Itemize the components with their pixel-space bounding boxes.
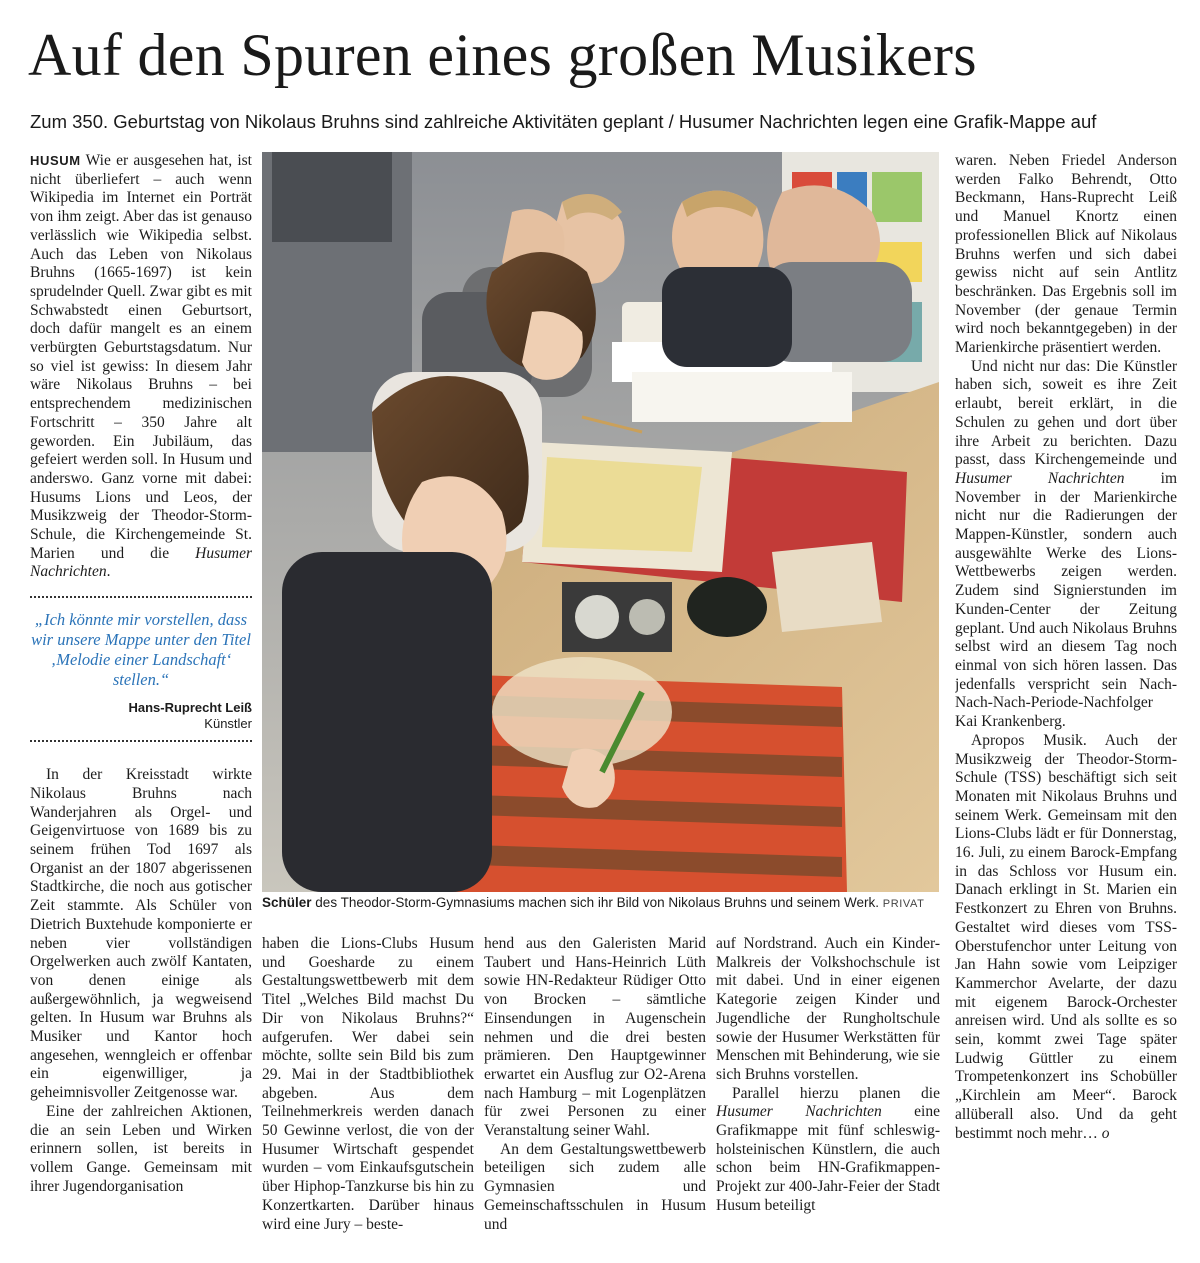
- lead-end: .: [106, 563, 111, 581]
- column-1: [30, 152, 252, 1252]
- column-4: [716, 935, 940, 1255]
- paragraph-schools-visit: [955, 358, 1177, 732]
- paragraph-artists: waren. Neben Friedel Anderson werden Falko Behrendt, Otto Beckmann, Hans-Ruprecht Leiß und Manuel Knortz einen professionellen Blick auf Nikolaus Bruhns werfen und sich dabei gewiss nicht auf sein Antlitz beschränken. Das Ergebnis soll im November (der genaue Termin wird noch bekanntgegeben) in der Marienkirche präsentiert werden.: [955, 152, 1177, 357]
- caption-text: des Theodor-Storm-Gymnasiums machen sich ihr Bild von Nikolaus Bruhns und seinem Werk.: [315, 895, 880, 910]
- article-photo: [262, 152, 939, 892]
- music-text: Apropos Musik. Auch der Musikzweig der Theodor-Storm-Schule (TSS) beschäftigt sich seit Monaten mit Nikolaus Bruhns und seinem Werk. Gemeinsam mit den Lions-Clubs lädt er für Donnerstag, 16. Juli, zu einem Barock-Empfang in das Schloss vor Husum ein. Danach erklingt in St. Marien ein Festkonzert zu Ehren von Bruhns. Gestaltet wird dieses vom TSS-Oberstufenchor unter Leitung von Jan Hahn sowie vom Leipziger Kammerchor Avelarte, der dazu mit eigenem Barock-Orchester anreisen wird. Und als sollte es so sein, kommt zwei Tage später Ludwig Güttler zu einem Trompetenkonzert ins Schobüller „Kirchlein am Meer“. Barock allüberall also. Und da geht bestimmt noch mehr…: [955, 731, 1177, 1142]
- lead-paragraph: [30, 152, 252, 582]
- column-3: [484, 935, 706, 1255]
- headline: Auf den Spuren eines großen Musikers: [28, 22, 977, 88]
- schools-visit-intro: Und nicht nur das: Die Künstler haben sich, soweit es ihre Zeit erlaubt, bereit erklärt, in die Schulen zu gehen und dort über ihre Arbeit zu berichten. Dazu passt, dass Kirchengemeinde und: [955, 357, 1177, 469]
- grafikmappe-text: eine Grafikmappe mit fünf schleswig-holsteinischen Künstlern, die auch schon beim HN-Grafikmappen-Projekt zur 400-Jahr-Feier der Stadt Husum beteiligt: [716, 1103, 940, 1214]
- lead-text: Wie er ausgesehen hat, ist nicht überliefert – auch wenn Wikipedia im Internet ein Porträt von ihm zeigt. Aber das ist genauso verlässlich wie Wikipedia selbst. Auch das Leben von Nikolaus Bruhns (1665-1697) ist kein sprudelnder Quell. Zwar gibt es mit Schwabstedt einen Geburtsort, doch dafür mangelt es an einem verbürgten Geburtstagsdatum. Nur so viel ist gewiss: In diesem Jahr wäre Nikolaus Bruhns – bei entsprechendem medizinischen Fortschritt – 350 Jahre alt geworden. Ein Jubiläum, das gefeiert werden soll. In Husum und anderswo. Ganz vorne mit dabei: Husums Lions und Leos, der Musikzweig der Theodor-Storm-Schule, die Kirchengemeinde St. Marien und die: [30, 152, 252, 562]
- dateline: HUSUM: [30, 153, 81, 168]
- paragraph-history: In der Kreisstadt wirkte Nikolaus Bruhns nach Wanderjahren als Orgel- und Geigenvirtuose von 1689 bis zu seinem frühen Tod 1697 als Organist an der 1807 abgerissenen Stadtkirche, die noch aus gotischer Zeit stammte. Als Schüler von Dietrich Buxtehude komponierte er neben vier vollständigen Orgelwerken auch zwölf Kantaten, von denen einige als außergewöhnlich, ja wegweisend gelten. In Husum war Bruhns als Musiker und Kantor hoch angesehen, wenngleich er offenbar ein eigenwilliger, ja geheimnisvoller Zeitgenosse war.: [30, 766, 252, 1102]
- paragraph-grafikmappe: [716, 1085, 940, 1216]
- schools-visit-publication: Husumer Nachrichten: [955, 469, 1125, 487]
- schools-visit-text: im November in der Marienkirche nicht nur die Radierungen der Mappen-Künstler, sondern auch ausgewählte Werke des Lions-Wettbewerbs zeigen werden. Zudem sind Signierstunden im Kunden-Center der Zeitung geplant. Und auch Nikolaus Bruhns selbst wird an diesem Tag noch einmal von sich hören lassen. Das jedenfalls verspricht sein Nach-Nach-Nach-Periode-Nachfolger Kai Krankenberg.: [955, 469, 1177, 731]
- paragraph-jury: hend aus den Galeristen Marid Taubert und Hans-Heinrich Lüth sowie HN-Redakteur Rüdiger Otto von Brocken – sämtliche Einsendungen in Augenschein nehmen und die drei besten prämieren. Den Hauptgewinner erwartet ein Ausflug zur O2-Arena nach Hamburg – mit Logenplätzen für zwei Personen zu einer Veranstaltung seiner Wahl.: [484, 935, 706, 1140]
- subheadline: Zum 350. Geburtstag von Nikolaus Bruhns sind zahlreiche Aktivitäten geplant / Husumer Nachrichten legen eine Grafik-Mappe auf: [30, 111, 1097, 132]
- photo-credit: PRIVAT: [882, 898, 925, 910]
- quote-role: Künstler: [204, 716, 252, 732]
- end-mark: o: [1101, 1124, 1110, 1142]
- paragraph-actions: Eine der zahlreichen Aktionen, die an sein Leben und Wirken erinnern sollen, ist bereits in vollem Gange. Gemeinsam mit ihrer Jugendorganisation: [30, 1102, 252, 1195]
- paragraph-competition: haben die Lions-Clubs Husum und Goesharde zu einem Gestaltungswettbewerb mit dem Titel „Welches Bild machst Du Dir von Nikolaus Bruhns?“ aufgerufen. Wer dabei sein möchte, sollte sein Bild bis zum 29. Mai in der Stadtbibliothek abgeben. Aus dem Teilnehmerkreis werden danach 50 Gewinne verlost, die von der Husumer Wirtschaft gespendet wurden – vom Einkaufsgutschein über Hiphop-Tanzkurse bis hin zu Konzertkarten. Darüber hinaus wird eine Jury – beste-: [262, 935, 474, 1233]
- column-5: [955, 152, 1177, 1257]
- paragraph-music: [955, 732, 1177, 1143]
- photo-illustration: [262, 152, 939, 892]
- paragraph-nordstrand: auf Nordstrand. Auch ein Kinder-Malkreis der Volkshochschule ist mit dabei. Und in einer eigenen Kategorie zeigen Kinder und Jugendliche der Rungholtschule sowie der Husumer Werkstätten für Menschen mit Behinderung, wie sie sich Bruhns vorstellen.: [716, 935, 940, 1083]
- lead-publication: Husumer Nachrichten: [30, 544, 252, 581]
- quote-author: Hans-Ruprecht Leiß: [128, 700, 252, 716]
- grafikmappe-publication: Husumer Nachrichten: [716, 1103, 882, 1121]
- divider-top: [30, 596, 252, 598]
- column-2: [262, 935, 474, 1255]
- caption-lead: Schüler: [262, 895, 312, 910]
- grafikmappe-intro: Parallel hierzu planen die: [732, 1084, 940, 1102]
- paragraph-schools: An dem Gestaltungswettbewerb beteiligen sich zudem alle Gymnasien und Gemeinschaftsschulen in Husum und: [484, 1140, 706, 1233]
- photo-caption: [262, 894, 942, 913]
- pull-quote: „Ich könnte mir vorstellen, dass wir unsere Mappe unter den Titel ‚Melodie einer Landschaft‘ stellen.“: [31, 610, 251, 690]
